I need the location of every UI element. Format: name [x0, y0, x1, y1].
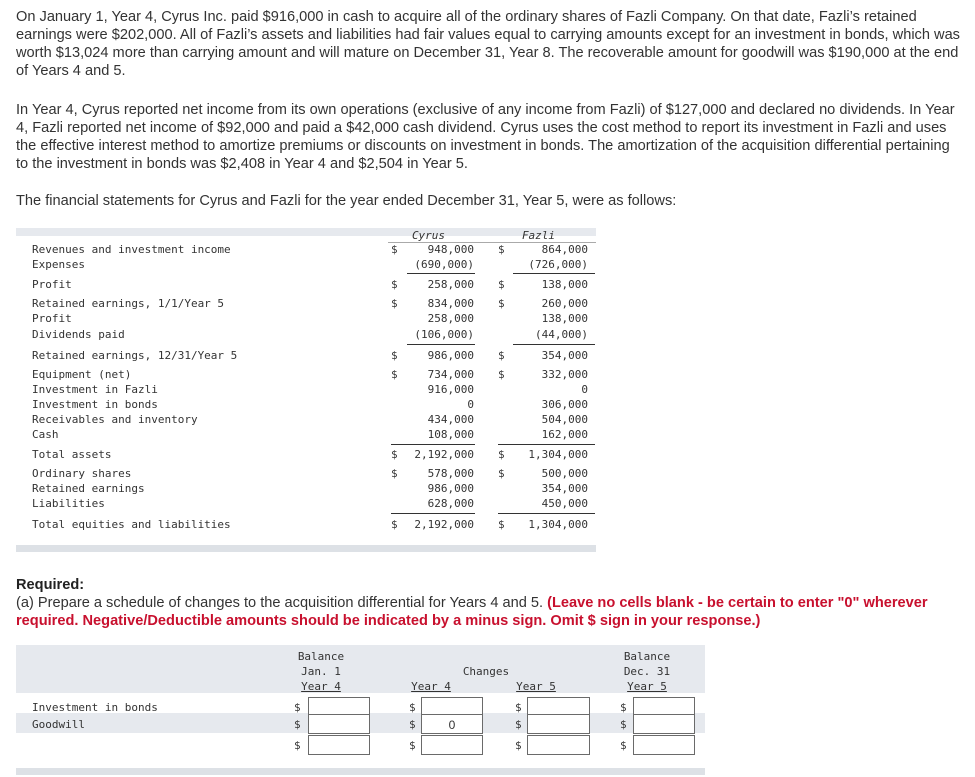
row-label: Profit	[32, 278, 72, 291]
schedule-input-year4[interactable]: 0	[421, 714, 483, 734]
schedule-footer-band	[16, 768, 705, 775]
row-label: Expenses	[32, 258, 85, 271]
header-balance-end-1: Balance	[623, 650, 671, 663]
cyrus-currency: $	[391, 278, 398, 291]
row-label: Retained earnings	[32, 482, 145, 495]
required-part-a-text: (a) Prepare a schedule of changes to the acquisition differential for Years 4 and 5.	[16, 595, 544, 611]
cyrus-value: 258,000	[427, 278, 474, 291]
cyrus-currency: $	[391, 297, 398, 310]
currency-symbol: $	[409, 718, 416, 731]
fazli-value: 864,000	[541, 243, 588, 256]
table-row	[16, 467, 596, 482]
table-row	[16, 278, 596, 293]
currency-symbol: $	[620, 718, 627, 731]
cyrus-value: (106,000)	[414, 328, 474, 341]
line	[391, 513, 475, 514]
fazli-currency: $	[498, 243, 505, 256]
currency-symbol: $	[515, 718, 522, 731]
fazli-value: 500,000	[541, 467, 588, 480]
row-label: Ordinary shares	[32, 467, 132, 480]
row-label: Total assets	[32, 448, 112, 461]
fazli-currency: $	[498, 368, 505, 381]
fazli-value: 504,000	[541, 413, 588, 426]
table-row	[16, 349, 596, 364]
schedule-input-balance-start[interactable]	[308, 735, 370, 755]
table-row	[16, 497, 596, 512]
currency-symbol: $	[620, 701, 627, 714]
cyrus-value: 628,000	[427, 497, 474, 510]
fazli-value: (44,000)	[535, 328, 588, 341]
fazli-value: 162,000	[541, 428, 588, 441]
required-instructions: (Leave no cells blank - be certain to enter "0" wherever required. Negative/Deductible amounts should be indicated by a minus sign. Omit $ sign in your response.)	[16, 595, 928, 629]
schedule-input-year4[interactable]	[421, 735, 483, 755]
currency-symbol: $	[515, 701, 522, 714]
table-footer-band	[16, 545, 596, 552]
problem-paragraph-3: The financial statements for Cyrus and Fazli for the year ended December 31, Year 5, were as follows:	[16, 193, 677, 209]
table-row	[16, 448, 596, 463]
header-changes: Changes	[462, 665, 510, 678]
fazli-value: 450,000	[541, 497, 588, 510]
line	[391, 444, 475, 445]
cyrus-currency: $	[391, 448, 398, 461]
line	[407, 273, 475, 274]
table-row	[16, 368, 596, 383]
schedule-header-band	[16, 645, 705, 693]
row-label: Investment in bonds	[32, 398, 158, 411]
fazli-value: 138,000	[541, 278, 588, 291]
row-label: Equipment (net)	[32, 368, 132, 381]
fazli-value: 260,000	[541, 297, 588, 310]
schedule-row-label: Goodwill	[32, 718, 85, 731]
header-year5: Year 5	[516, 680, 556, 693]
cyrus-value: 578,000	[427, 467, 474, 480]
required-part-a	[16, 594, 961, 630]
required-heading: Required:	[16, 577, 85, 593]
fazli-value: (726,000)	[528, 258, 588, 271]
table-row	[16, 482, 596, 497]
row-label: Retained earnings, 1/1/Year 5	[32, 297, 225, 310]
row-label: Dividends paid	[32, 328, 125, 341]
cyrus-value: 258,000	[427, 312, 474, 325]
fazli-currency: $	[498, 467, 505, 480]
problem-paragraph-2: In Year 4, Cyrus reported net income from its own operations (exclusive of any income from Fazli) of $127,000 and declared no dividends. In Year 4, Fazli reported net income of $92,000 and paid a $42,000 cash dividend. Cyrus uses the cost method to report its investment in Fazli and uses the effective interest method to amortize premiums or discounts on investment in bonds. The amortization of the acquisition differential pertaining to the investment in bonds was $2,408 in Year 4 and $2,504 in Year 5.	[16, 102, 955, 172]
line	[407, 344, 475, 345]
fazli-currency: $	[498, 278, 505, 291]
cyrus-value: 916,000	[427, 383, 474, 396]
row-label: Revenues and investment income	[32, 243, 231, 256]
cyrus-value: 2,192,000	[414, 448, 474, 461]
header-balance-end-3: Year 5	[627, 680, 667, 693]
currency-symbol: $	[294, 718, 301, 731]
fazli-value: 306,000	[541, 398, 588, 411]
fazli-currency: $	[498, 297, 505, 310]
financial-statements-table	[16, 228, 596, 550]
fazli-currency: $	[498, 518, 505, 531]
cyrus-value: (690,000)	[414, 258, 474, 271]
fazli-value: 1,304,000	[528, 518, 588, 531]
schedule-row-label: Investment in bonds	[32, 701, 158, 714]
currency-symbol: $	[515, 739, 522, 752]
table-row	[16, 518, 596, 533]
header-balance-start-3: Year 4	[301, 680, 341, 693]
schedule-input-balance-end[interactable]	[633, 714, 695, 734]
schedule-input-year5[interactable]	[527, 714, 590, 734]
cyrus-value: 834,000	[427, 297, 474, 310]
header-balance-start-1: Balance	[297, 650, 345, 663]
fazli-currency: $	[498, 448, 505, 461]
cyrus-currency: $	[391, 467, 398, 480]
line	[498, 444, 595, 445]
currency-symbol: $	[409, 701, 416, 714]
row-label: Retained earnings, 12/31/Year 5	[32, 349, 238, 362]
table-row	[16, 383, 596, 398]
row-label: Profit	[32, 312, 72, 325]
row-label: Cash	[32, 428, 59, 441]
header-balance-start-2: Jan. 1	[301, 665, 341, 678]
acquisition-differential-schedule	[16, 645, 705, 773]
cyrus-value: 986,000	[427, 349, 474, 362]
cyrus-value: 434,000	[427, 413, 474, 426]
schedule-input-balance-end[interactable]	[633, 735, 695, 755]
currency-symbol: $	[294, 739, 301, 752]
cyrus-value: 2,192,000	[414, 518, 474, 531]
fazli-value: 0	[581, 383, 588, 396]
table-row	[16, 312, 596, 327]
header-year4: Year 4	[411, 680, 451, 693]
table-row	[16, 297, 596, 312]
row-label: Total equities and liabilities	[32, 518, 231, 531]
fazli-value: 354,000	[541, 482, 588, 495]
table-row	[16, 413, 596, 428]
fazli-currency: $	[498, 349, 505, 362]
line	[513, 273, 595, 274]
row-label: Receivables and inventory	[32, 413, 198, 426]
currency-symbol: $	[294, 701, 301, 714]
schedule-input-year5[interactable]	[527, 735, 590, 755]
cyrus-currency: $	[391, 243, 398, 256]
fazli-value: 1,304,000	[528, 448, 588, 461]
cyrus-value: 0	[467, 398, 474, 411]
cyrus-value: 948,000	[427, 243, 474, 256]
line	[513, 344, 595, 345]
table-row	[16, 243, 596, 258]
row-label: Liabilities	[32, 497, 105, 510]
cyrus-currency: $	[391, 368, 398, 381]
header-balance-end-2: Dec. 31	[623, 665, 671, 678]
currency-symbol: $	[620, 739, 627, 752]
cyrus-currency: $	[391, 349, 398, 362]
problem-paragraph-1: On January 1, Year 4, Cyrus Inc. paid $916,000 in cash to acquire all of the ordinary shares of Fazli Company. On that date, Fazli’s retained earnings were $202,000. All of Fazli’s assets and liabilities had fair values equal to carrying amounts except for an investment in bonds, which was worth $13,024 more than carrying amount and will mature on December 31, Year 8. The recoverable amount for goodwill was $190,000 at the end of Years 4 and 5.	[16, 9, 960, 79]
cyrus-currency: $	[391, 518, 398, 531]
table-row	[16, 398, 596, 413]
required-section	[16, 576, 961, 630]
line	[498, 513, 595, 514]
table-row	[16, 328, 596, 343]
currency-symbol: $	[409, 739, 416, 752]
row-label: Investment in Fazli	[32, 383, 158, 396]
fazli-value: 138,000	[541, 312, 588, 325]
table-row	[16, 428, 596, 443]
schedule-input-balance-start[interactable]	[308, 714, 370, 734]
fazli-value: 332,000	[541, 368, 588, 381]
cyrus-value: 986,000	[427, 482, 474, 495]
column-header-fazli: Fazli	[521, 229, 556, 242]
table-row	[16, 258, 596, 273]
cyrus-value: 108,000	[427, 428, 474, 441]
column-header-cyrus: Cyrus	[411, 229, 446, 242]
cyrus-value: 734,000	[427, 368, 474, 381]
fazli-value: 354,000	[541, 349, 588, 362]
